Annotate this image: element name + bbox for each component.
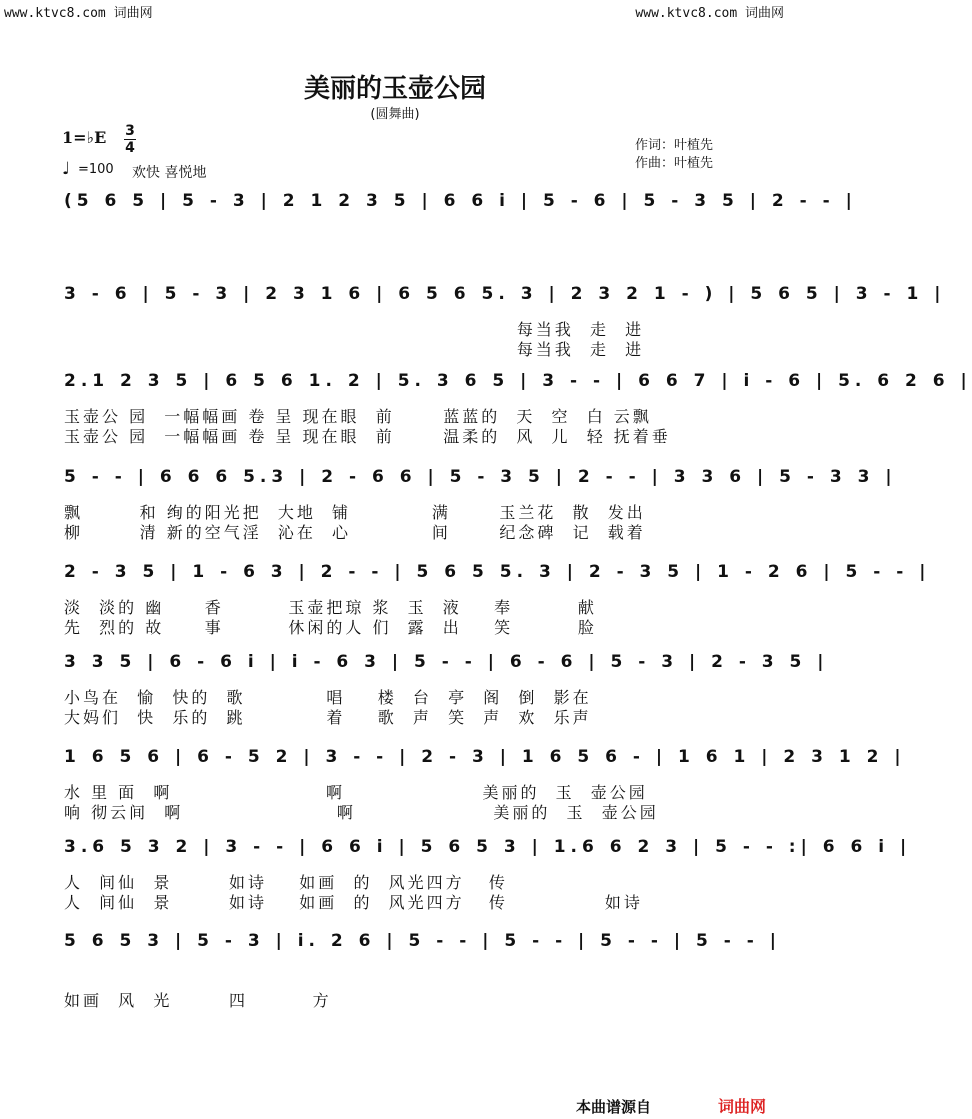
watermark-left: www.ktvc8.com 词曲网 [4,6,153,21]
notation-line: 3 3 5 | 6 - 6 i | i - 6 3 | 5 - - | 6 - 6 | 5 - 3 | 2 - 3 5 | [64,652,829,672]
notation-line: 2.1 2 3 5 | 6 5 6 1. 2 | 5. 3 6 5 | 3 - - | 6 6 7 | i - 6 | 5. 6 2 6 | [64,371,972,391]
notation-line: 2 - 3 5 | 1 - 6 3 | 2 - - | 5 6 5 5. 3 | 2 - 3 5 | 1 - 2 6 | 5 - - | [64,562,931,582]
key-signature: 1=♭E [62,128,107,147]
lyric-verse-2: 人 间仙 景 如诗 如画 的 风光四方 传 如诗 [64,893,643,912]
lyric-verse-2: 每当我 走 进 [64,340,645,359]
quarter-note-icon: ♩ [62,159,71,179]
meter-bottom: 4 [125,140,135,156]
lyric-verse-1: 人 间仙 景 如诗 如画 的 风光四方 传 [64,873,508,892]
notation-line: 1 6 5 6 | 6 - 5 2 | 3 - - | 2 - 3 | 1 6 5 6 - | 1 6 1 | 2 3 1 2 | [64,747,906,767]
mood-marking: 欢快 喜悦地 [132,165,207,181]
composer-credit: 作曲：叶植先 [635,156,714,171]
notation-line: 3.6 5 3 2 | 3 - - | 6 6 i | 5 6 5 3 | 1.6 6 2 3 | 5 - - :| 6 6 i | [64,837,912,857]
lyric-verse-1: 如画 风 光 四 方 [64,991,332,1010]
footer-logo: 词曲网 [718,1097,767,1116]
footer-source: 本曲谱源自 [576,1098,652,1116]
notation-line: 5 - - | 6 6 6 5.3 | 2 - 6 6 | 5 - 3 5 | 2 - - | 3 3 6 | 5 - 3 3 | [64,467,897,487]
lyric-verse-1: 飘 和 绚的阳光把 大地 铺 满 玉兰花 散 发出 [64,503,646,522]
notation-line: 5 6 5 3 | 5 - 3 | i. 2 6 | 5 - - | 5 - - | 5 - - | 5 - - | [64,931,781,951]
lyric-verse-2: 响 彻云间 啊 啊 美丽的 玉 壶公园 [64,803,659,822]
lyric-verse-1: 小鸟在 愉 快的 歌 唱 楼 台 亭 阁 倒 影在 [64,688,592,707]
lyric-verse-1: 玉壶公 园 一幅幅画 卷 呈 现在眼 前 蓝蓝的 天 空 白 云飘 [64,407,652,426]
song-subtitle: (圆舞曲) [370,107,420,122]
song-title: 美丽的玉壶公园 [303,74,486,104]
lyric-verse-1: 每当我 走 进 [64,320,645,339]
lyric-verse-2: 柳 清 新的空气淫 沁在 心 间 纪念碑 记 载着 [64,523,646,542]
meter-top: 3 [125,123,135,139]
lyric-verse-1: 水 里 面 啊 啊 美丽的 玉 壶公园 [64,783,648,802]
time-signature [124,124,136,155]
notation-line: 3 - 6 | 5 - 3 | 2 3 1 6 | 6 5 6 5. 3 | 2 3 2 1 - ) | 5 6 5 | 3 - 1 | [64,284,946,304]
watermark-right: www.ktvc8.com 词曲网 [635,6,784,21]
lyric-verse-2: 玉壶公 园 一幅幅画 卷 呈 现在眼 前 温柔的 风 儿 轻 抚着垂 [64,427,671,446]
lyric-verse-2: 大妈们 快 乐的 跳 着 歌 声 笑 声 欢 乐声 [64,708,592,727]
lyric-verse-2: 先 烈的 故 事 休闲的人 们 露 出 笑 脸 [64,618,597,637]
lyric-verse-1: 淡 淡的 幽 香 玉壶把琼 浆 玉 液 奉 献 [64,598,597,617]
tempo-marking: =100 [78,162,114,177]
lyricist-credit: 作词：叶植先 [635,138,714,153]
notation-line: (5 6 5 | 5 - 3 | 2 1 2 3 5 | 6 6 i | 5 - 6 | 5 - 3 5 | 2 - - | [64,191,857,211]
